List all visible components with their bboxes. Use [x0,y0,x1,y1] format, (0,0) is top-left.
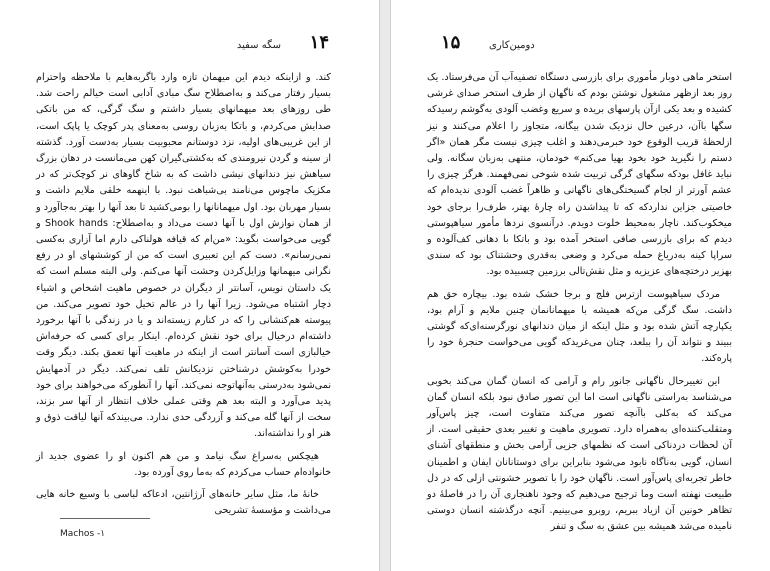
right-running-head: دومین‌کاری [489,40,535,51]
right-page [390,0,770,571]
left-running-head: سگه سفید [236,40,281,51]
paragraph: استخر ماهی دوبار مأموری برای بازرسی دستگاه تصفیه‌آب آن می‌فرستاد. یک روز بعد ازظهر مشغول نوشتن بودم که ناگهان از طرف استخر صدای غرشی کشیده و بعد یکی ازآن پارسهای بریده و سریع وغضب آلودی به‌گوشم رسیدکه سگها باآن، درعین حال نزدیک شدن بیگانه، متجاوز را اعلام می‌کنند و نیز ازلحظهٔ قریب الوقوع خود خبرمی‌دهند و اغلب چیزی نیست مگر همان «اگر دستم را نگیرید خود بخود بهیا می‌کنم» خودمان، منتهی به‌زبان سگانه. ولی نباید غافل بودکه سگهای گرگی تربیت شده شوخی نمی‌فهمند. هرگز چیزی را عشم آورتر از لجام گسیختگی‌های ناگهانی و ظاهراً غضب آلودی ندیده‌ام که خاصیتی جزاین نداردکه که تا پیداشدن راه چارهٔ بهتر، طرف‌را برجای خود میخکوب‌کند. ناچار به‌محیط خلوت دویدم. درآنسوی نردها مأمور سیاهپوستی دیدم که برای بازرسی صافی استخر آمده بود و باتکا با دهانی کف‌آلوده و سراپا کینه به‌دریاغ حمله می‌کرد و وضعی به‌قدری وحشتناک بود که سندی بهزیر درختچه‌های عزیزیه و مثل نقش‌تالی برزمین چسبیده بود. [427,72,732,278]
paragraph: این تغییرحال ناگهانی جانور رام و آرامی که انسان گمان می‌کند بخوبی می‌شناسد به‌راستی ناگهانی است اما این تصور صادق نبود بلکه انسان گمان می‌کند که به‌کلی باآنچه تصور می‌کند متفاوت است، چیز پاس‌آور ومتقلب‌کننده‌ای به‌همراه دارد. تصویری ماهیت و تغییر بعدی حقیقی است. از آن لحظات دردناکی است که نظمهای جزیی آرامی بخش و منطقهای آشنای انسان، گویی به‌ناگاه نابود می‌شود بنابراین برای دوستانانان ایفان و اطمینان خاطر تجربه‌ای پاس‌آور است. ناگهان خود را با تصویر خشونتی ازلی که در دل طبیعت نهفته است وما ترجیح می‌دهیم که وجود ناهنجاری آن را در فاصلهٔ دو تظاهر خونین آن ازیاد ببریم، روبرو می‌بینیم. آنچه درگذشته انسان دوستی نامیده می‌شد همیشه بین عشق به سگ و تنفر [427,375,732,533]
paragraph: کند. و ازاینکه دیدم این میهمان تازه وارد باگربه‌هایم با ملاحظه واحترام بسیار رفتار می‌کند و به‌اصطلاح سگ مبادی آدابی است خیالم راحت شد. طی روزهای بعد میهمانهای بسیار داشتم و سگ گرگی، که من باتکی صدایش می‌کردم، و باتکا به‌زبان روسی به‌معنای پدر کوچک یا پاپک است، از این غریبی‌های اولیه، نزد دوستانم محبوبیت بسیار به‌دست آورد. گذشته از سینه و گردن نیرومندی که به‌کشتی‌گیران کهن می‌مانست در دهان بزرگ سیاهش نیز دندانهای نیشی داشت که به شاخ گاوهای نر کوچک‌تر که در مکزیک ماچوس می‌نامند بی‌شباهت نبود. با اینهمه خلقی ملایم داشت و بسیار مهربان بود. اول میهمانانها را بومی‌کشید تا بعد آنها را بهتر به‌جا‌آورد و از همان نوازش اول با آنها دست می‌داد و به‌اصطلاح: Shook hands و گویی می‌خواست بگوید: «من‌ام که قیافه‌ هولناکی دارم اما آزاری به‌کسی نمی‌رسانم». دست کم این تعبیری است که من از کوششهای او در رفع نگرانی میهمانها وزایل‌کردن وحشت آنها می‌کنم. ولی البته مسلم است که یک داستان نویس، آسانتر از دیگران در خصوص ماهیت اشخاص و اشیاء دچار اشتباه می‌شود. زیرا آنها را در عالم تخیل خود تصویر می‌کند. من پیوسته هم‌کنشانی را که در کنارم زیسته‌اند و یا در زندگی با آنها برخورد داشته‌ام درخیال برای خود نقش کرده‌ام. اینکار برای کسی که حرفه‌اش خیالبازی است آسانتر است از اینکه در ماهیت آنها تعمق بکند. دیگر وقت خودرا به‌کوشش درشناختن نزدیکانش تلف نمی‌کند. دیگر در آدمهایش نمی‌شود به‌درستی به‌آنهاتوجه نمی‌کند. آنها را آنطورکه می‌خواهند برای خود پدید می‌آورد و البته بعد هم وقتی عملی خلاف انتظار از آنها سر بزند، سخت از آنها گله می‌کند و آزردگی حدی ندارد. می‌بیندکه آنها لیاقت ذوق و هنر او را نداشته‌اند. [36,72,331,440]
paragraph: مردک سیاهپوست ازترس فلج و برجا خشک شده بود. بیچاره حق هم داشت. سگ گرگی من‌که همیشه با میهمانانمان چنین ملایم و آرام بود، یکپارچه آتش شده بود و مثل اینکه از میان دندانهای نورگرسنه‌ای‌که گوشتی ببیند و نتواند آن را ببلعد، چنان می‌غرید‌که گویی می‌خواست حنجرهٔ خود را پاره‌کند. [427,288,732,365]
footnote: Machos -۱ [60,529,106,539]
paragraph: هیچکس به‌سراغ سگ نیامد و من هم اکنون او را عضوی جدید از خانواده‌ام حساب می‌کردم که به‌ما روی آورده بود. [36,450,331,478]
footnote-divider [60,518,150,519]
paragraph: خانهٔ ما، مثل سایر خانه‌های آرژانتین، ادعاکه لباسی با وسیع خانه هایی می‌داشت و مؤسسهٔ تشریحی [36,489,331,517]
left-page-header [50,32,329,60]
right-page-body [427,70,732,542]
left-page-body [36,70,331,525]
right-page-header [441,32,720,60]
left-page-number: ۱۴ [309,32,329,53]
left-page [0,0,380,571]
right-page-number: ۱۵ [441,32,461,53]
